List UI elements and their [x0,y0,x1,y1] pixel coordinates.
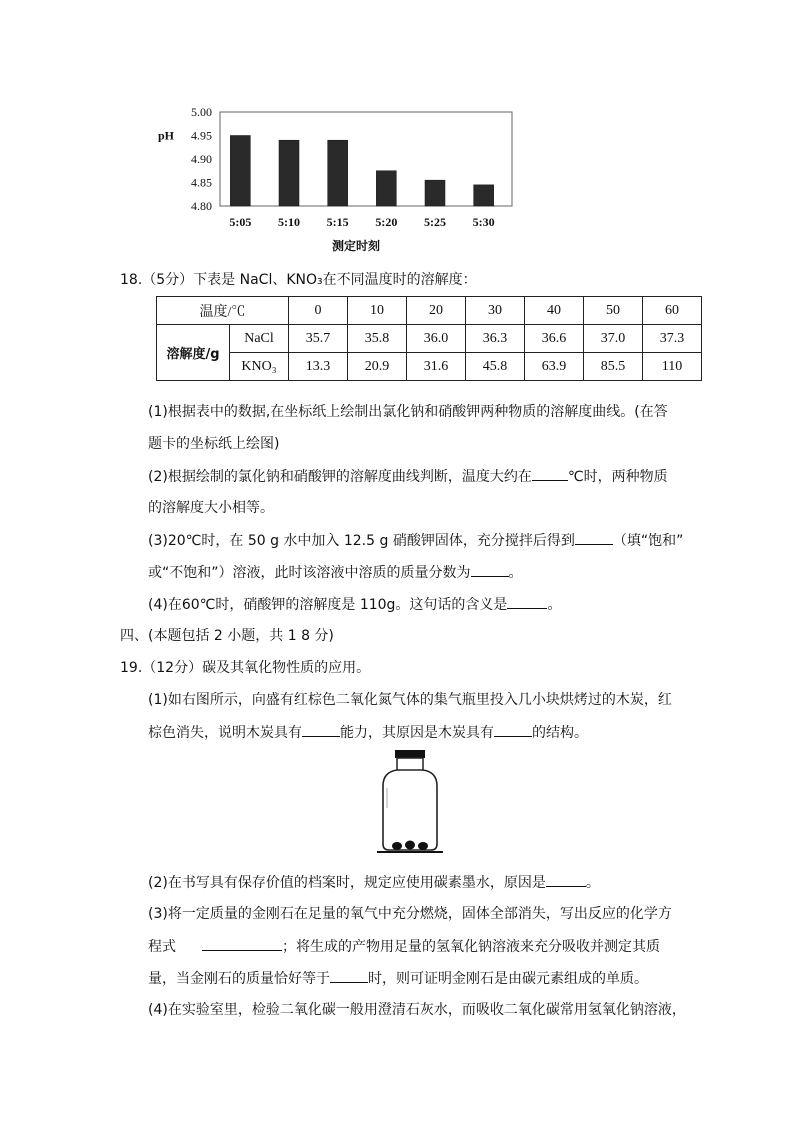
row-name: KNO₃ [230,353,289,381]
section-four-heading: 四、(本题包括 2 小题，共 1 8 分) [120,628,334,644]
temp-cell: 20 [407,297,466,325]
text: 。 [508,565,523,581]
q18-part4 [148,594,561,615]
q18-part3-line1 [148,530,683,551]
x-tick-label: 5:20 [375,215,398,229]
text: 时，则可证明金刚石是由碳元素组成的单质。 [368,971,648,987]
ph-bar [328,140,348,206]
plot-frame [220,112,512,206]
q19-part2 [148,872,600,893]
y-axis-label: pH [158,128,175,143]
answer-blank[interactable] [202,936,282,951]
ph-bar [376,171,396,206]
value-cell: 36.6 [525,325,584,353]
y-tick-label: 4.80 [191,199,212,213]
q19-part1-line1: (1)如右图所示，向盛有红棕色二氧化氮气体的集气瓶里投入几小块烘烤过的木炭，红 [148,692,672,708]
q19-part3-line1: (3)将一定质量的金刚石在足量的氧气中充分燃烧，固体全部消失，写出反应的化学方 [148,906,672,922]
q19-part3-line3 [148,968,648,989]
y-tick-label: 4.85 [191,175,212,190]
x-tick-label: 5:15 [326,215,349,229]
q18-title: 18.（5分）下表是 NaCl、KNO₃在不同温度时的溶解度： [120,272,477,288]
row-name: NaCl [230,325,289,353]
x-tick-label: 5:25 [424,215,446,229]
temp-cell: 30 [466,297,525,325]
value-cell: 31.6 [407,353,466,381]
text: (2)根据绘制的氯化钠和硝酸钾的溶解度曲线判断，温度大约在 [148,469,532,485]
temp-cell: 40 [525,297,584,325]
text: (3)20℃时，在 50 g 水中加入 12.5 g 硝酸钾固体，充分搅拌后得到 [148,533,575,549]
value-cell: 36.0 [407,325,466,353]
text: 。 [547,597,562,613]
value-cell: 45.8 [466,353,525,381]
value-cell: 35.7 [289,325,348,353]
answer-blank[interactable] [507,594,547,609]
temp-cell: 0 [289,297,348,325]
q19-part4: (4)在实验室里，检验二氧化碳一般用澄清石灰水，而吸收二氧化碳常用氢氧化钠溶液， [148,1002,686,1018]
x-axis-label: 测定时刻 [331,239,381,253]
bottle-neck [397,758,423,770]
bottle-lid [395,750,425,758]
y-tick-label: 5.00 [191,105,212,119]
solubility-table [156,296,702,381]
ph-bar [425,180,445,206]
ph-bar [230,136,250,207]
charcoal-piece [392,842,402,850]
y-tick-label: 4.95 [191,128,212,143]
ph-chart-svg [150,100,530,260]
q18-part2-line2: 的溶解度大小相等。 [148,500,274,516]
text: 或“不饱和”）溶液，此时该溶液中溶质的质量分数为 [148,565,471,581]
temp-cell: 60 [643,297,702,325]
q18-part1-line2: 题卡的坐标纸上绘图) [148,436,280,452]
text: 的结构。 [532,725,588,741]
answer-blank[interactable] [330,968,368,983]
table-header-row [157,297,702,325]
text: 棕色消失，说明木炭具有 [148,725,302,741]
answer-blank[interactable] [494,722,532,737]
text: 程式 [148,939,176,955]
text: (2)在书写具有保存价值的档案时，规定应使用碳素墨水，原因是 [148,875,546,891]
q18-part2-line1 [148,466,668,487]
text: 能力，其原因是木炭具有 [340,725,494,741]
answer-blank[interactable] [532,466,568,481]
text: 量，当金刚石的质量恰好等于 [148,971,330,987]
answer-blank[interactable] [471,562,509,577]
text: ℃时，两种物质 [567,469,668,485]
value-cell: 36.3 [466,325,525,353]
value-cell: 37.3 [643,325,702,353]
temp-header: 温度/℃ [157,297,289,325]
y-tick-label: 4.90 [191,152,212,166]
text: （填“饱和” [612,533,684,549]
answer-blank[interactable] [302,722,340,737]
value-cell: 63.9 [525,353,584,381]
q19-part3-line2 [148,936,660,957]
value-cell: 35.8 [348,325,407,353]
ph-bar [279,140,299,206]
x-tick-label: 5:05 [229,215,252,229]
q18-part1-line1: (1)根据表中的数据,在坐标纸上绘制出氯化钠和硝酸钾两种物质的溶解度曲线。(在答 [148,404,668,420]
table-row-nacl [157,325,702,353]
row-label: 溶解度/g [157,325,230,381]
value-cell: 13.3 [289,353,348,381]
value-cell: 85.5 [584,353,643,381]
text: (4)在60℃时，硝酸钾的溶解度是 110g。这句话的含义是 [148,597,508,613]
gas-bottle-with-charcoal-illustration [375,748,445,860]
answer-blank[interactable] [575,530,613,545]
x-tick-label: 5:10 [278,215,300,229]
answer-blank[interactable] [546,872,586,887]
bottle-body [383,770,437,850]
x-tick-label: 5:30 [472,215,495,229]
ph-bar-chart [150,100,530,260]
q18-part3-line2 [148,562,523,583]
temp-cell: 50 [584,297,643,325]
value-cell: 20.9 [348,353,407,381]
table-row-kno3 [157,353,702,381]
temp-cell: 10 [348,297,407,325]
q19-title: 19.（12分）碳及其氧化物性质的应用。 [120,660,371,676]
text: ；将生成的产物用足量的氢氧化钠溶液来充分吸收并测定其质 [282,939,660,955]
charcoal-piece [418,842,428,850]
value-cell: 110 [643,353,702,381]
charcoal-piece [405,841,415,850]
text: 。 [585,875,600,891]
q19-part1-line2 [148,722,588,743]
ph-bar [474,185,494,206]
value-cell: 37.0 [584,325,643,353]
